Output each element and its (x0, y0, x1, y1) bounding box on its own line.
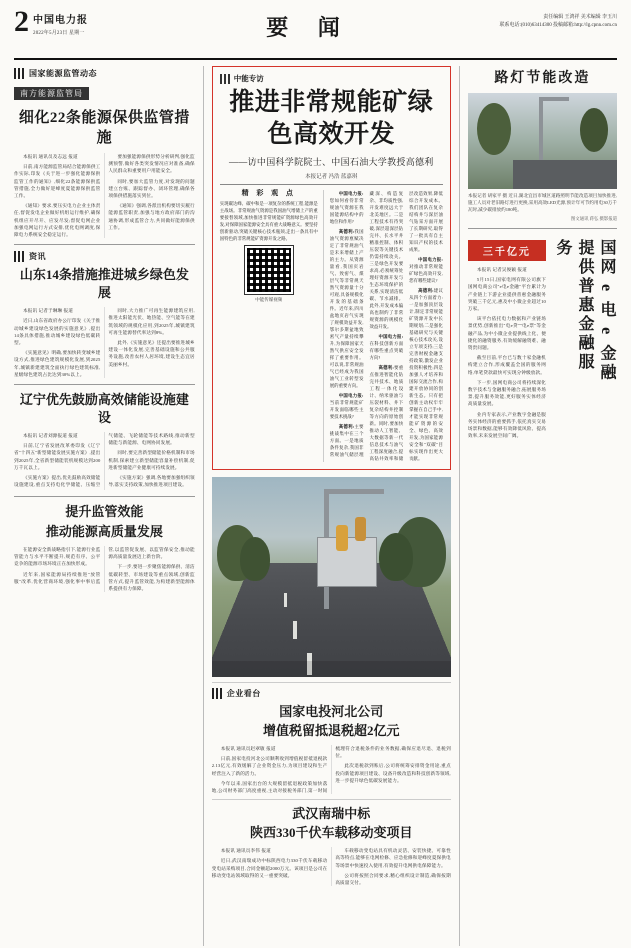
right-column (459, 66, 617, 946)
feature-q1-label: 中国电力报: (338, 191, 364, 196)
editor-line: 责任编辑 王鸿祥 美术编辑 李玉川 (543, 15, 617, 20)
qr-code-icon[interactable] (245, 246, 293, 294)
article-4-p1: 在能源安全新战略指引下,能源行业监管能力与水平不断提升,规范有序、公平竞争的能源市场环境正在加快形成。 (14, 546, 101, 567)
article-1-p3: 要加强能源保供形势分析研判,强化监测预警,做好各类突发情况应对准备,确保人民群众和重要用户用能安全。 (108, 154, 195, 174)
article-2-p1: 近日,山东省政府办公厅印发《关于推动城乡建设绿色发展的实施意见》,提出14条具体措施,推动城乡建设绿色低碳转型。 (14, 318, 101, 346)
feature-a3-label: 高德利: (378, 365, 394, 370)
flag-label-news: 资讯 (29, 252, 46, 262)
flag-mark-icon (14, 68, 25, 79)
mid-article-2 (212, 847, 451, 886)
feature-a4-label: 高德利: (418, 288, 434, 293)
article-3-p3: 同时,要完善新型储能价格机制和市场机制,探索建立新型储能容量补偿机制,促进新型储能产业健康可持续发展。 (108, 450, 195, 470)
right-p1: 5月15日,国家电网有限公司旗下国网电商公司"e电e金融"平台累计为产业链上下游企业提供普惠金融服务突破三千亿元,惠及中小微企业超过10万家。 (467, 277, 547, 312)
divider-1 (14, 244, 195, 245)
feature-q3 (369, 333, 403, 361)
photo-pole-arm (324, 489, 384, 494)
mid-headline-2b: 陕西330千伏车载移动变项目 (250, 825, 413, 841)
feature-a1-text: 我国油气资源禀赋决定了非常规油气是未来增储上产的主力。从资源量看,我国页岩气、致密气、煤层气等非常规天然气资源量十分可观,具备规模化开发的基础条件。近年来,四川盆地页岩气实现了规模效益开发,鄂尔多斯盆地致密气产量持续攀升,为保障国家天然气供应安全发挥了重要作用。可以说,非常规油气已经成为我国油气工业转型发展的重要方向。 (329, 229, 364, 388)
feature-q4-label: 中国电力报: (418, 257, 443, 262)
article-2-body (14, 307, 195, 378)
masthead-center (164, 10, 442, 46)
photo-worker (336, 525, 348, 551)
photo-worker (355, 517, 366, 541)
divider-mid (212, 682, 451, 683)
feature-a1-label: 高德利: (338, 229, 355, 234)
feature-lead (220, 190, 324, 462)
photo-lane-mark (293, 621, 297, 639)
masthead-left (14, 5, 164, 38)
photo-road (513, 160, 617, 189)
mid-article-1 (212, 745, 451, 794)
feature-q2-label: 中国电力报: (338, 393, 364, 398)
section-flag-news (14, 251, 195, 262)
headline-3: 辽宁优先鼓励高效储能设施建设 (19, 392, 189, 426)
left-column (14, 66, 204, 946)
headline-4-line2: 推动能源高质量发展 (45, 523, 163, 539)
article-2-byline: 本报讯 记者于琳琳 报道 (23, 308, 74, 314)
masthead-right (442, 10, 617, 30)
feature-byline: 本报记者 冯浩 蓝嘉琪 (305, 174, 358, 180)
section-title: 要 闻 (266, 15, 352, 40)
flag-mark-icon (14, 251, 25, 262)
right-p2: 该平台依托电力数据和产业链场景优势,创新推出"电e贷""电e票"等金融产品,为中小微企业提供线上化、便捷化的融资服务,有效缓解融资难、融资贵问题。 (467, 316, 547, 351)
article-3-p1: 日前,辽宁省发展改革委印发《辽宁省"十四五"新型储能发展实施方案》,提出到2025年,全省新型储能装机规模达到200万千瓦以上。 (14, 443, 101, 470)
feature-q3-label: 中国电力报: (378, 334, 404, 339)
feature-a2-label: 高德利: (338, 424, 355, 429)
photo-tree (379, 533, 413, 581)
article-4-p3: 下一步,要进一步聚焦能源保供、清洁低碳转型、市场建设等重点领域,创新监管方式,提升监管效能,为构建新型能源体系提供有力保障。 (108, 564, 195, 591)
article-1-p1: 日前,南方能源监管局结合能源保供工作实际,印发《关于进一步强化能源保供监管工作的通知》,细化22条能源保供监管措施,全力做好迎峰度夏能源保供监管工作。 (14, 164, 101, 199)
feature-q1-text: 您如何看待非常规油气资源在我国能源结构中的地位和作用? (329, 198, 364, 224)
article-3-body (14, 432, 195, 490)
photo-tree (580, 108, 608, 152)
right-p5: 业内专家表示,产业数字金融是服务实体经济的重要抓手,依托真实交易场景和数据,能够有效降低风险、提高效率,未来发展空间广阔。 (467, 411, 547, 439)
paper-name: 中国电力报 (33, 15, 88, 26)
article-1-byline: 本报讯 通讯员及志远 报道 (23, 154, 78, 159)
feature-columns (220, 190, 443, 462)
feature-lead-title: 精 彩 观 点 (241, 189, 296, 197)
article-1-p2: 《通知》要求,要压实电力企业主体责任,督促发电企业做好机组运行维护,确保机组应开尽开、应发尽发;督促电网企业加强电网运行方式安排,优化电网调度,保障电力系统安全稳定运行。 (14, 203, 101, 238)
article-2-p4: 此外,《实施意见》还提出要推进城乡建设一体化发展,完善基础设施和公共服务设施,改善农村人居环境,建设生态宜居美丽乡村。 (108, 340, 195, 367)
right-feature (468, 235, 617, 442)
page-grid (14, 66, 617, 946)
feature-q2-text: 当前非常规能矿开发面临哪些主要技术挑战? (329, 400, 364, 419)
headline-2: 山东14条措施推进城乡绿色发展 (19, 267, 189, 301)
contact-line: 联系电话:(010)63414300 投稿邮箱:http://lg.cpnn.com.cn (499, 23, 617, 28)
feature-q2 (330, 392, 364, 420)
article-1-p4: 同时,要加大监管力度,对发现的问题建立台账、跟踪督办、闭环管理,确保各项保供措施落实到位。 (108, 178, 195, 199)
flag-mark-icon (212, 688, 223, 699)
feature-flag (220, 73, 443, 84)
qr-caption: 中能传媒视频 (255, 297, 283, 302)
photo-feature-image (468, 93, 617, 189)
mid-article-2-p3: 公司将按照合同要求,精心组织设计制造,确保按期高质量交付。 (335, 872, 451, 886)
flag-label: 国家能源监管动态 (29, 69, 97, 78)
photo-tree (240, 537, 270, 581)
news-photo (212, 477, 451, 677)
mid-article-1-p3: 此次退税款到账后,公司将统筹安排资金用途,重点投向新能源项目建设、设备升级改造和科技创新等领域,进一步提升绿色低碳发展能力。 (335, 763, 451, 783)
right-vertical-headline: 国网 e 电 e 金融 提供普惠金融服务 (554, 239, 616, 383)
mid-article-1-byline: 本报讯 通讯员赵翠敏 报道 (220, 746, 276, 751)
photo-credit: 图文通讯 蒋弘 摄影报道 (570, 216, 618, 221)
banner-southern-bureau: 南方能源监管局 (14, 87, 89, 100)
right-p3: 截至目前,平台已与数十家金融机构建立合作,形成覆盖全国的服务网络,单笔贷款最快可实现分钟级放款。 (467, 355, 547, 375)
mid-article-2-byline: 本报讯 通讯员李伟 报道 (220, 848, 271, 854)
mid-headline-1a: 国家电投河北公司 (279, 704, 384, 719)
divider-3 (14, 496, 195, 497)
mid-article-2-p2: 车载移动变电站具有机动灵活、安装快捷、可靠性高等特点,能够在电网检修、应急抢修和迎峰度夏保供电等场景中快速投入使用,有效提升电网供电保障能力。 (335, 848, 451, 868)
article-3-byline: 本报讯 记者刘源报道 报道 (23, 433, 78, 439)
right-article-body (468, 266, 546, 439)
mid-article-2-p1: 近日,武汉南瑞成功中标陕西电力330千伏车载移动变电站采购项目,合同金额超2000万元。该项目是公司在移动变电站领域取得的又一重要突破。 (211, 858, 328, 878)
flag-label-enterprise: 企业看台 (226, 689, 261, 698)
article-1-body (14, 153, 195, 238)
feature-a4 (409, 287, 443, 462)
mid-article-1-p2: 今年以来,国家出台的大规模留抵退税政策加快落地,公司财务部门高度重视,主动对接税务部门,第一时间梳理符合退税条件的业务数据,确保应退尽退、退税到位。 (211, 746, 451, 794)
feature-flag-label: 中能专访 (233, 74, 264, 83)
issue-date: 2022年5月23日 星期一 (33, 31, 85, 36)
section-flag-energy-regulation (14, 68, 195, 79)
feature-q1 (330, 190, 364, 225)
masthead (14, 5, 617, 60)
feature-headline: 推进非常规能矿绿色高效开发 (229, 89, 434, 148)
divider-mid-2 (212, 799, 451, 800)
photo-tree (477, 103, 511, 155)
mid-article-1-p1: 日前,国家电投河北公司顺利收到增值税留抵退税款2.13亿元,有效缓解了企业资金压力,为项目建设和生产经营注入了新的活力。 (211, 756, 328, 776)
divider-2 (14, 384, 195, 385)
right-red-bar: 三千亿元 (468, 240, 546, 261)
qr-block (220, 246, 318, 303)
mid-headline-1c: 增值税留抵退税超2亿元 (263, 723, 400, 738)
article-1-p5: 《通知》强调,各派出机构要切实履行能源监管职责,加强与地方政府部门的沟通协调,形成监管合力,共同做好能源保供工作。 (108, 203, 195, 230)
article-3-p2: 《实施方案》提出,优先鼓励高效储能设施建设,重点支持电化学储能、压缩空气储能、飞轮储能等技术路线,推动新型储能与新能源、电网协同发展。 (14, 433, 195, 488)
feature-lead-text: 实现碳达峰、碳中和是一项复杂的系统工程,能源是主战场。非常规油气资源是我国油气增储上产的重要接替领域,加快推进非常规能矿资源绿色高效开发,对保障国家能源安全具有重大战略意义。要坚持创新驱动,突破关键核心技术瓶颈,走出一条具有中国特色的非常规能矿资源开发之路。 (219, 201, 318, 241)
feature-subhead: ——访中国科学院院士、中国石油大学教授高德利 (229, 157, 434, 167)
feature-a3-text: 要重点推进智能化钻完井技术、地质工程一体化设计、纳米驱油与压裂材料、井下复杂结构井控制等方向的原始创新。同时,要加快推动人工智能、大数据等新一代信息技术与油气工程深度融合,提高钻井效率和储层改造效果,降低综合开发成本。我们团队在复杂结构井与深层油气钻采方面开展了长期研究,取得了一批具有自主知识产权的技术成果。 (369, 191, 443, 461)
feature-a1 (330, 228, 364, 389)
photo-lane-mark (284, 593, 287, 607)
feature-q3-text: 在科技创新方面有哪些重点突破方向? (369, 341, 404, 360)
divider-right (468, 228, 617, 229)
mid-headline-2a: 武汉南瑞中标 (292, 806, 371, 822)
right-p4: 下一步,国网电商公司将持续深化数字技术与金融服务融合,拓展服务场景,提升服务效能,更好服务实体经济高质量发展。 (467, 379, 547, 407)
feature-q4 (409, 256, 443, 284)
photo-feature-caption: 本报记者 胡家平 摄 近日,湖北宜昌市城区道路照明节能改造项目加快推进,施工人员对老旧路灯进行更换,采用高效LED光源,预计年可节约用电30万千瓦时,减少碳排放约180吨。 (467, 193, 618, 212)
page-number: 2 (14, 5, 29, 38)
feature-q4-text: 对推动非常规能矿绿色高效开发,您有哪些建议? (409, 264, 443, 283)
middle-column (204, 66, 459, 946)
photo-street-pole (539, 97, 543, 167)
feature-divider (220, 184, 443, 185)
headline-1: 细化22条能源保供监管措施 (18, 110, 190, 146)
flag-mark-icon (220, 74, 230, 84)
feature-body (330, 190, 443, 462)
section-flag-enterprise (212, 688, 451, 699)
feature-article (212, 66, 451, 470)
article-2-p3: 同时,大力推广可再生能源建筑应用,推进太阳能光伏、地热能、空气能等在建筑领域的规模化应用,到2025年,城镇建筑可再生能源替代率达到8%。 (108, 308, 195, 335)
photo-shadow (212, 661, 451, 677)
headline-4-line1: 提升监管效能 (65, 503, 144, 519)
article-4-p2: 近年来,国家能源局持续推进"放管服"改革,优化营商环境,强化事中事后监管,以监管促发展、以监管保安全,推动能源高质量发展迈上新台阶。 (14, 546, 195, 584)
article-2-p2: 《实施意见》明确,要加快转变城乡建设方式,推进绿色建筑规模化发展,到2025年,城镇新建建筑全面执行绿色建筑标准,星级绿色建筑占比达到30%以上。 (14, 350, 101, 377)
article-4-body (14, 546, 195, 592)
photo-lamp-arm (539, 97, 569, 101)
right-byline: 本报讯 记者吴俊颖 报道 (476, 267, 527, 272)
photo-feature-title: 路灯节能改造 (494, 71, 591, 86)
feature-a4-text: 建议从四个方面着力:一是加强顶层设计,制定非常规能矿资源开发中长期规划;二是强化基础研究与关键核心技术攻关,设立专项支持;三是完善财税金融支持政策,激发企业投资积极性;四是加强人才培养和国际交流合作,构建开放协同的创新生态。只有把创新主动权牢牢掌握在自己手中,才能实现非常规能矿资源的安全、绿色、高效开发,为国家能源安全和"双碳"目标实现作出更大贡献。 (409, 288, 443, 461)
article-3-p4: 《实施方案》强调,各地要加强组织领导,落实支持政策,加快推进项目建设。 (108, 475, 195, 488)
feature-a2-text: 主要挑战集中在三个方面。一是地质条件复杂,我国非常规油气储层埋藏深、构造复杂、非均质性强,开发难度远大于北美地区。二是工程技术有待突破,深层超深层钻完井、长水平井精准控制、体积压裂等关键技术仍需持续攻关。三是绿色开发要求高,必须统筹处理好资源开发与生态环境保护的关系,实现清洁低碳、节水减排。此外,开发成本偏高也制约了非常规资源的规模化效益开发。 (329, 191, 404, 457)
